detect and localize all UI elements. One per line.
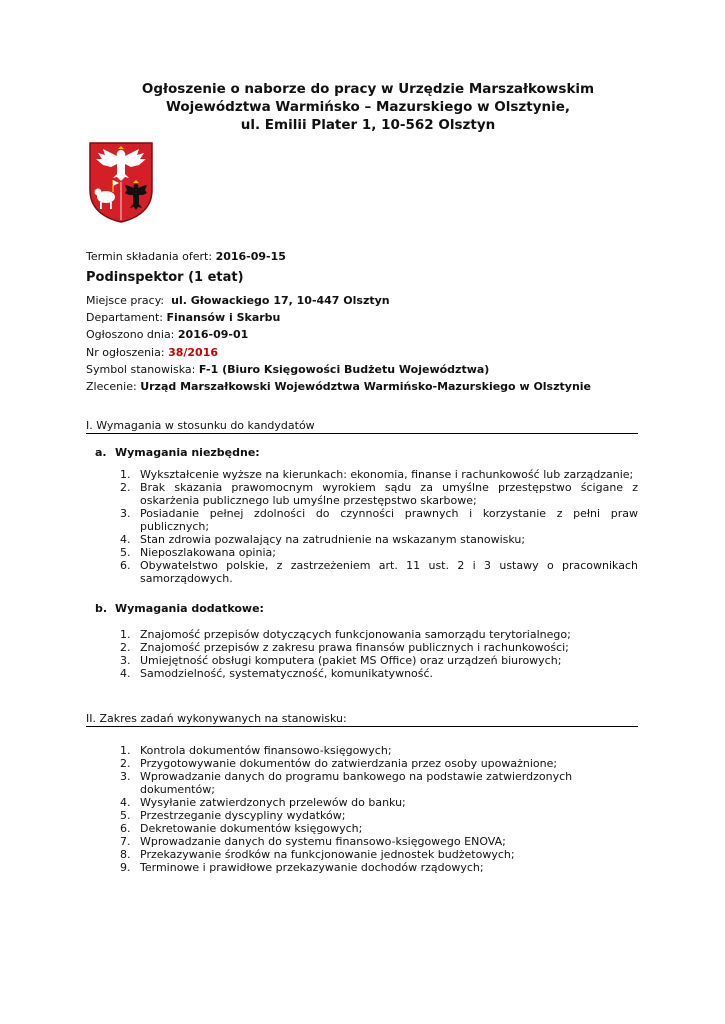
additional-heading-text: Wymagania dodatkowe: xyxy=(115,602,264,615)
duties-list xyxy=(120,744,638,874)
duty-item-number: 7. xyxy=(120,835,131,848)
required-item-text: Wykształcenie wyższe na kierunkach: ekonomia, finanse i rachunkowość lub zarządzanie; xyxy=(140,468,634,481)
number-label: Nr ogłoszenia: xyxy=(86,345,165,359)
number-row xyxy=(86,344,646,361)
duty-item xyxy=(120,757,638,770)
department-row xyxy=(86,309,646,326)
required-item-number: 2. xyxy=(120,481,131,494)
required-item-text: Stan zdrowia pozwalający na zatrudnienie na wskazanym stanowisku; xyxy=(140,533,526,546)
duty-item-number: 1. xyxy=(120,744,131,757)
required-item xyxy=(120,546,638,559)
workplace-value: ul. Głowackiego 17, 10-447 Olsztyn xyxy=(171,294,390,307)
duty-item-text: Wysyłanie zatwierdzonych przelewów do banku; xyxy=(140,796,406,809)
additional-heading xyxy=(95,602,264,615)
required-item xyxy=(120,559,638,585)
symbol-row xyxy=(86,361,646,378)
duty-item-text: Terminowe i prawidłowe przekazywanie dochodów rządowych; xyxy=(140,861,484,874)
duty-item xyxy=(120,861,638,874)
duty-item xyxy=(120,809,638,822)
duty-item-number: 4. xyxy=(120,796,131,809)
symbol-label: Symbol stanowiska: xyxy=(86,362,196,376)
required-list xyxy=(120,468,638,585)
announced-label: Ogłoszono dnia: xyxy=(86,328,175,342)
workplace-label: Miejsce pracy: xyxy=(86,294,165,307)
deadline-value: 2016-09-15 xyxy=(215,250,286,263)
additional-item-text: Samodzielność, systematyczność, komunikatywność. xyxy=(140,667,434,680)
additional-item xyxy=(120,667,638,680)
additional-item xyxy=(120,654,638,667)
required-item xyxy=(120,507,638,533)
title-line-1: Ogłoszenie o naborze do pracy w Urzędzie Marszałkowskim xyxy=(141,81,595,97)
additional-letter: b. xyxy=(95,602,108,615)
deadline-label: Termin składania ofert: xyxy=(86,250,213,263)
additional-item-number: 3. xyxy=(120,654,131,667)
additional-item-number: 2. xyxy=(120,641,131,654)
required-item-text: Posiadanie pełnej zdolności do czynności prawnych i korzystanie z pełni praw publicznych; xyxy=(140,507,638,533)
duty-item-text: Przekazywanie środków na funkcjonowanie jednostek budżetowych; xyxy=(140,848,515,861)
duty-item-number: 6. xyxy=(120,822,131,835)
title-line-3: ul. Emilii Plater 1, 10-562 Olsztyn xyxy=(240,117,496,133)
duty-item-number: 2. xyxy=(120,757,131,770)
required-item-text: Nieposzlakowana opinia; xyxy=(140,546,276,559)
required-item-number: 5. xyxy=(120,546,131,559)
duty-item-text: Wprowadzanie danych do systemu finansowo-księgowego ENOVA; xyxy=(140,835,506,848)
required-item-number: 1. xyxy=(120,468,131,481)
duty-item-text: Dekretowanie dokumentów księgowych; xyxy=(140,822,363,835)
additional-item-text: Umiejętność obsługi komputera (pakiet MS Office) oraz urządzeń biurowych; xyxy=(140,654,562,667)
duty-item-number: 8. xyxy=(120,848,131,861)
duty-item xyxy=(120,822,638,835)
additional-item-text: Znajomość przepisów z zakresu prawa finansów publicznych i rachunkowości; xyxy=(140,641,569,654)
required-item xyxy=(120,468,638,481)
duty-item-number: 5. xyxy=(120,809,131,822)
announced-row xyxy=(86,326,646,343)
duty-item xyxy=(120,796,638,809)
client-label: Zlecenie: xyxy=(86,380,137,394)
required-item-text: Brak skazania prawomocnym wyrokiem sądu za umyślne przestępstwo ścigane z oskarżenia publicznego lub umyślne przestępstwo skarbowe; xyxy=(140,481,638,507)
additional-item-number: 1. xyxy=(120,628,131,641)
department-value: Finansów i Skarbu xyxy=(166,311,281,325)
additional-list xyxy=(120,628,638,680)
duty-item-text: Kontrola dokumentów finansowo-księgowych; xyxy=(140,744,392,757)
required-item-number: 3. xyxy=(120,507,131,520)
required-heading xyxy=(95,446,260,459)
duty-item xyxy=(120,770,638,796)
title-line-2: Województwa Warmińsko – Mazurskiego w Olsztynie, xyxy=(165,99,571,115)
additional-item-number: 4. xyxy=(120,667,131,680)
required-item-number: 6. xyxy=(120,559,131,572)
number-value: 38/2016 xyxy=(168,345,219,359)
additional-item xyxy=(120,641,638,654)
duty-item xyxy=(120,848,638,861)
deadline-line xyxy=(86,250,646,263)
announced-value: 2016-09-01 xyxy=(177,328,249,342)
client-row xyxy=(86,378,646,395)
additional-item-text: Znajomość przepisów dotyczących funkcjonowania samorządu terytorialnego; xyxy=(140,628,571,641)
position-title: Podinspektor (1 etat) xyxy=(86,270,244,285)
duty-item-number: 9. xyxy=(120,861,131,874)
duty-item-text: Przygotowywanie dokumentów do zatwierdzania przez osoby upoważnione; xyxy=(140,757,558,770)
section-requirements-heading: I. Wymagania w stosunku do kandydatów xyxy=(86,419,638,434)
announcement-title xyxy=(88,80,648,134)
symbol-value: F-1 (Biuro Księgowości Budżetu Województwa) xyxy=(198,362,490,376)
coat-of-arms-icon xyxy=(87,140,155,224)
duty-item-text: Przestrzeganie dyscypliny wydatków; xyxy=(140,809,346,822)
additional-item xyxy=(120,628,638,641)
announcement-meta xyxy=(86,292,646,395)
required-item-number: 4. xyxy=(120,533,131,546)
workplace-row xyxy=(86,292,646,309)
required-heading-text: Wymagania niezbędne: xyxy=(115,446,260,459)
required-item xyxy=(120,533,638,546)
department-label: Departament: xyxy=(86,311,164,325)
required-item xyxy=(120,481,638,507)
duty-item xyxy=(120,835,638,848)
required-item-text: Obywatelstwo polskie, z zastrzeżeniem art. 11 ust. 2 i 3 ustawy o pracownikach samorządowych. xyxy=(140,559,638,585)
duty-item-text: Wprowadzanie danych do programu bankowego na podstawie zatwierdzonych dokumentów; xyxy=(140,770,573,796)
required-letter: a. xyxy=(95,446,107,459)
duty-item xyxy=(120,744,638,757)
section-duties-heading: II. Zakres zadań wykonywanych na stanowisku: xyxy=(86,712,638,727)
duty-item-number: 3. xyxy=(120,770,131,783)
client-value: Urząd Marszałkowski Województwa Warmińsko-Mazurskiego w Olsztynie xyxy=(140,380,591,394)
